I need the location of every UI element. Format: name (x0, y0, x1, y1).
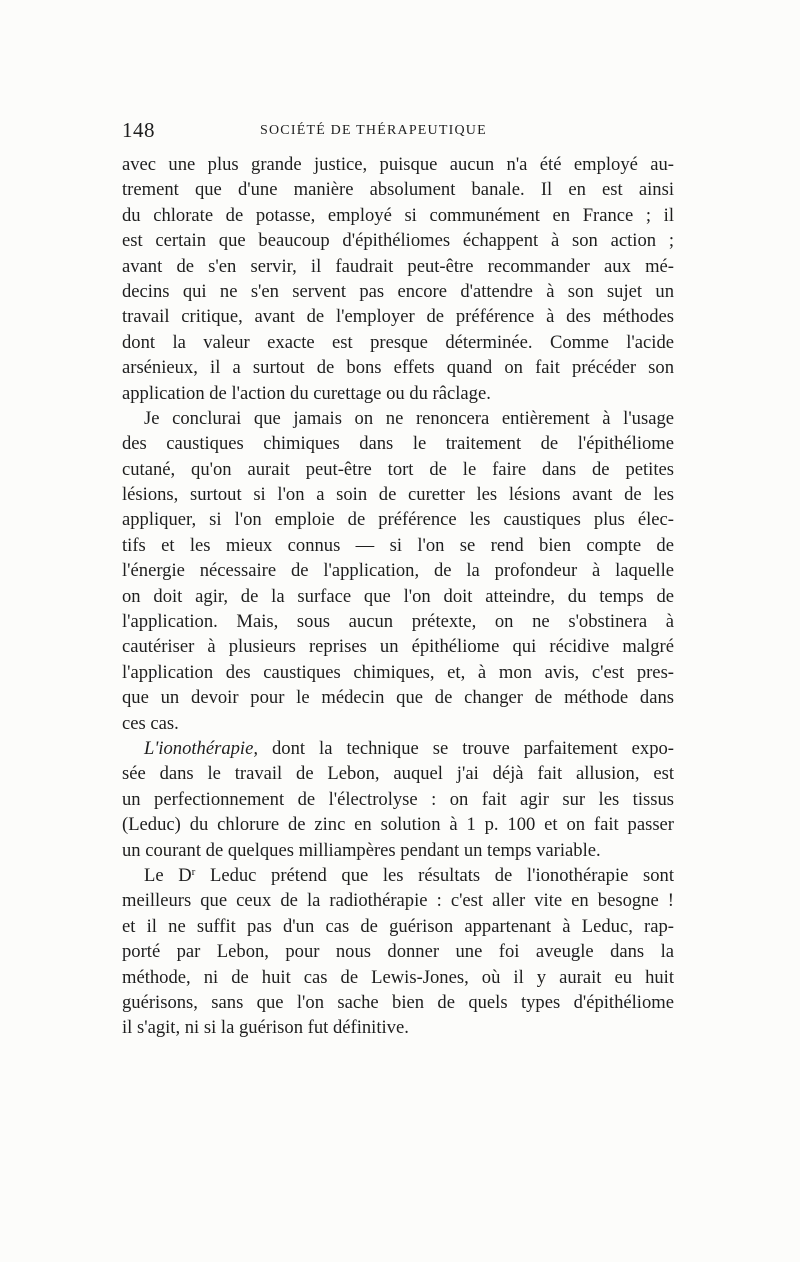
text-line: appliquer, si l'on emploie de préférence les caustiques plus élec- (122, 509, 674, 531)
text-line: on doit agir, de la surface que l'on doit atteindre, du temps de (122, 585, 674, 607)
text-line: avec une plus grande justice, puisque aucun n'a été employé au- (122, 154, 674, 175)
text-line: avant de s'en servir, il faudrait peut-être recommander aux mé- (122, 255, 674, 277)
text-line (122, 736, 674, 761)
text-line: un courant de quelques milliampères pendant un temps variable. (122, 839, 601, 861)
text-line: ces cas. (122, 712, 179, 734)
text-line: que un devoir pour le médecin que de changer de méthode dans (122, 687, 674, 709)
text-line: meilleurs que ceux de la radiothérapie : c'est aller vite en besogne ! (122, 890, 674, 912)
text-line: un perfectionnement de l'électrolyse : on fait agir sur les tissus (122, 788, 674, 810)
text-line: travail critique, avant de l'employer de préférence à des méthodes (122, 306, 674, 328)
text-line: Je conclurai que jamais on ne renoncera entièrement à l'usage (144, 407, 674, 429)
text-fragment: dont la technique se trouve parfaitement expo- (272, 737, 674, 759)
text-line: l'application des caustiques chimiques, et, à mon avis, c'est pres- (122, 661, 674, 683)
text-line: (Leduc) du chlorure de zinc en solution à 1 p. 100 et on fait passer (122, 814, 674, 836)
text-line: trement que d'une manière absolument banale. Il en est ainsi (122, 179, 674, 201)
text-line: et il ne suffit pas d'un cas de guérison appartenant à Leduc, rap- (122, 915, 674, 937)
text-line: méthode, ni de huit cas de Lewis-Jones, où il y aurait eu huit (122, 966, 674, 988)
superscript: r (191, 865, 196, 878)
text-line: l'énergie nécessaire de l'application, de la profondeur à laquelle (122, 560, 674, 582)
text-line: est certain que beaucoup d'épithéliomes échappent à son action ; (122, 230, 674, 252)
text-line: guérisons, sans que l'on sache bien de quels types d'épithéliome (122, 991, 674, 1013)
text-line: tifs et les mieux connus — si l'on se rend bien compte de (122, 534, 674, 556)
text-fragment: Le D (144, 864, 192, 886)
text-line: cutané, qu'on aurait peut-être tort de le faire dans de petites (122, 458, 674, 480)
running-head: SOCIÉTÉ DE THÉRAPEUTIQUE (260, 123, 487, 138)
text-line: lésions, surtout si l'on a soin de curetter les lésions avant de les (122, 484, 674, 506)
text-line: l'application. Mais, sous aucun prétexte, on ne s'obstinera à (122, 611, 674, 633)
body-text (122, 152, 674, 1041)
italic-term: L'ionothérapie, (144, 737, 258, 759)
text-line: du chlorate de potasse, employé si communément en France ; il (122, 204, 674, 226)
text-line: sée dans le travail de Lebon, auquel j'ai déjà fait allusion, est (122, 763, 674, 785)
text-line: des caustiques chimiques dans le traitement de l'épithéliome (122, 433, 674, 455)
text-line (122, 863, 674, 888)
text-line: porté par Lebon, pour nous donner une foi aveugle dans la (122, 941, 674, 963)
text-line: application de l'action du curettage ou du râclage. (122, 382, 491, 404)
text-line: decins qui ne s'en servent pas encore d'attendre à son sujet un (122, 280, 674, 302)
text-fragment: Leduc prétend que les résultats de l'ionothérapie sont (209, 864, 674, 886)
text-line: il s'agit, ni si la guérison fut définitive. (122, 1017, 409, 1039)
text-line: arsénieux, il a surtout de bons effets quand on fait précéder son (122, 357, 674, 379)
page-number: 148 (122, 118, 155, 142)
text-line: cautériser à plusieurs reprises un épithéliome qui récidive malgré (122, 636, 674, 658)
text-line: dont la valeur exacte est presque déterminée. Comme l'acide (122, 331, 674, 353)
page-header (122, 118, 674, 146)
